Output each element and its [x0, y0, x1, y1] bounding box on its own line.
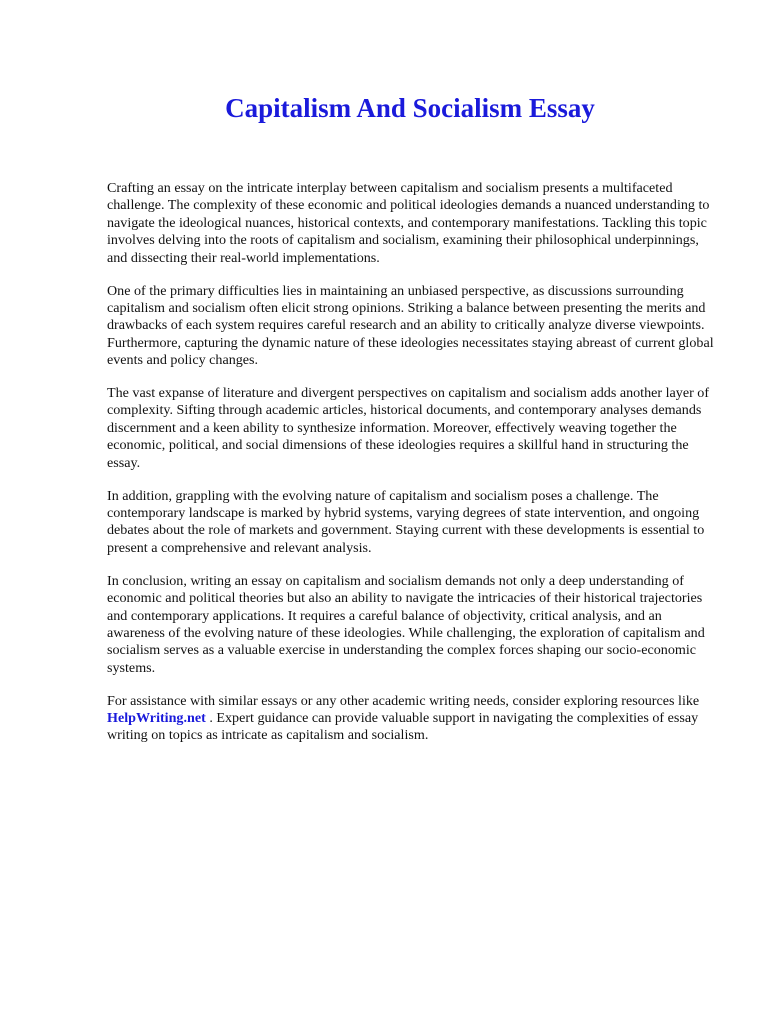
- paragraph-5: In conclusion, writing an essay on capitalism and socialism demands not only a deep understanding of economic and political theories but also an ability to navigate the intricacies of their historical trajectories and contemporary applications. It requires a careful balance of objectivity, critical analysis, and an awareness of the evolving nature of these ideologies. While challenging, the exploration of capitalism and socialism serves as a valuable exercise in understanding the complex forces shaping our socio-economic systems.: [107, 572, 705, 676]
- paragraph-6: [107, 693, 717, 745]
- paragraph-4: In addition, grappling with the evolving nature of capitalism and socialism poses a challenge. The contemporary landscape is marked by hybrid systems, varying degrees of state intervention, and ongoing debates about the role of markets and government. Staying current with these developments is essential to present a comprehensive and relevant analysis.: [107, 487, 705, 556]
- paragraph-3: The vast expanse of literature and divergent perspectives on capitalism and socialism adds another layer of complexity. Sifting through academic articles, historical documents, and contemporary analyses demands discernment and a keen ability to synthesize information. Moreover, effectively weaving together the economic, political, and social dimensions of these ideologies requires a skillful hand in structuring the essay.: [107, 385, 710, 471]
- page-title: Capitalism And Socialism Essay: [225, 93, 595, 123]
- essay-body: [107, 180, 717, 760]
- helpwriting-link[interactable]: HelpWriting.net: [107, 710, 206, 727]
- paragraph-2: One of the primary difficulties lies in maintaining an unbiased perspective, as discussions surrounding capitalism and socialism often elicit strong opinions. Striking a balance between presenting the merits and drawbacks of each system requires careful research and an ability to critically analyze diverse viewpoints. Furthermore, capturing the dynamic nature of these ideologies necessitates staying abreast of current global events and policy changes.: [107, 282, 714, 369]
- paragraph-1: Crafting an essay on the intricate interplay between capitalism and socialism presents a multifaceted challenge. The complexity of these economic and political ideologies demands a nuanced understanding to navigate the ideological nuances, historical contexts, and contemporary manifestations. Tackling this topic involves delving into the roots of capitalism and socialism, examining their philosophical underpinnings, and dissecting their real-world implementations.: [107, 180, 710, 266]
- paragraph-6-text-before-link: For assistance with similar essays or any other academic writing needs, consider exploring resources like: [107, 692, 700, 709]
- paragraph-6-text-after-link: . Expert guidance can provide valuable support in navigating the complexities of essay writing on topics as intricate as capitalism and socialism.: [107, 710, 699, 744]
